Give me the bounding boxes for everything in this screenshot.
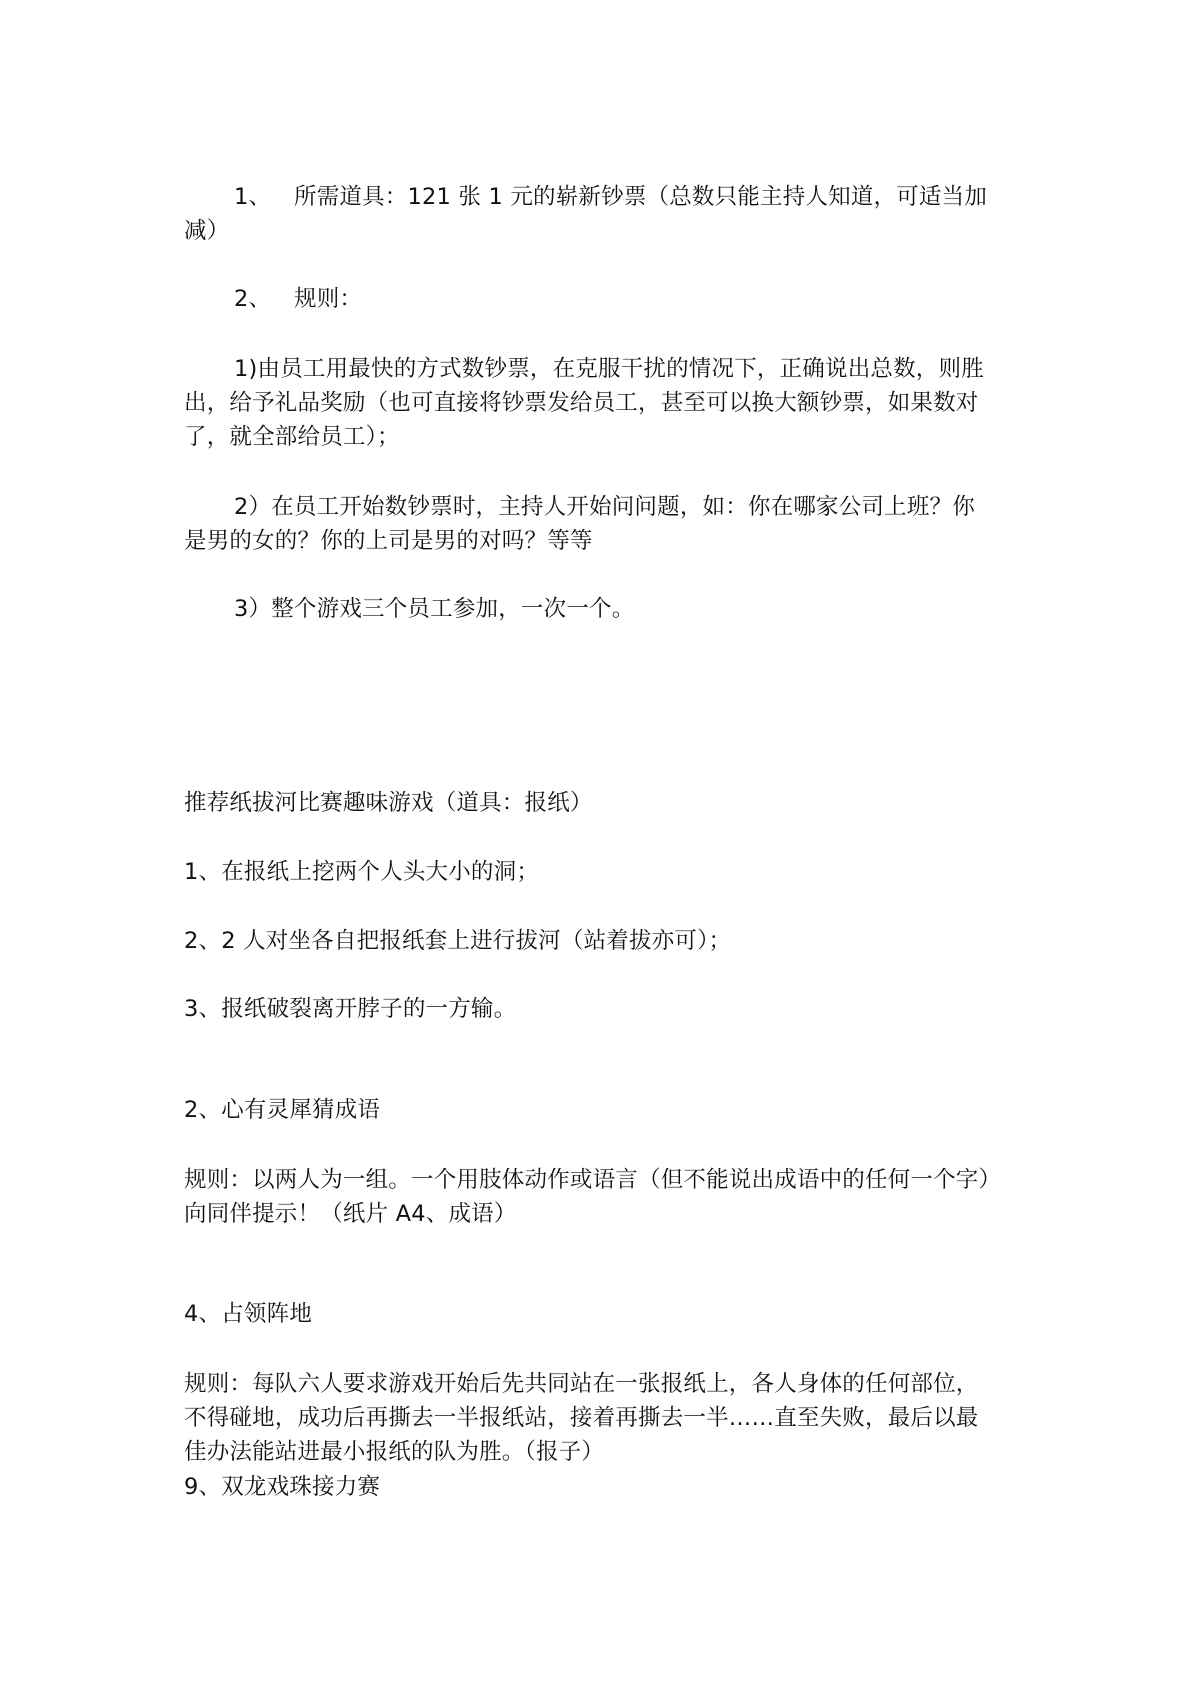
territory-game-rule-line3: 佳办法能站进最小报纸的队为胜。（报子） bbox=[184, 1439, 605, 1465]
idiom-game-rule-line2: 向同伴提示！（纸片 A4、成语） bbox=[184, 1201, 517, 1227]
rule1-line1: 1)由员工用最快的方式数钞票，在克服干扰的情况下，正确说出总数，则胜 bbox=[234, 356, 984, 382]
territory-game-rule-line1: 规则：每队六人要求游戏开始后先共同站在一张报纸上，各人身体的任何部位， bbox=[184, 1371, 979, 1397]
rule1-line3: 了，就全部给员工）； bbox=[184, 424, 400, 450]
item1-number: 1、 bbox=[234, 184, 272, 210]
idiom-game-title: 2、心有灵犀猜成语 bbox=[184, 1097, 381, 1123]
item1-line2: 减） bbox=[184, 218, 230, 244]
rule2-line2: 是男的女的？你的上司是男的对吗？等等 bbox=[184, 528, 593, 554]
item2-line bbox=[234, 282, 1074, 316]
territory-game-rule-line2: 不得碰地，成功后再撕去一半报纸站，接着再撕去一半……直至失败，最后以最 bbox=[184, 1405, 979, 1431]
item1-text: 所需道具：121 张 1 元的崭新钞票（总数只能主持人知道，可适当加 bbox=[294, 184, 988, 210]
idiom-game-rule-line1: 规则：以两人为一组。一个用肢体动作或语言（但不能说出成语中的任何一个字） bbox=[184, 1167, 1002, 1193]
item2-text: 规则： bbox=[294, 286, 363, 312]
item1-line1 bbox=[234, 180, 1074, 214]
rule1-line2: 出，给予礼品奖励（也可直接将钞票发给员工，甚至可以换大额钞票，如果数对 bbox=[184, 390, 979, 416]
territory-game-title: 4、占领阵地 bbox=[184, 1301, 313, 1327]
item2-number: 2、 bbox=[234, 286, 272, 312]
rule3-line: 3）整个游戏三个员工参加，一次一个。 bbox=[234, 596, 635, 622]
tug-of-war-step3: 3、报纸破裂离开脖子的一方输。 bbox=[184, 996, 517, 1022]
rule2-line1: 2）在员工开始数钞票时，主持人开始问问题，如：你在哪家公司上班？你 bbox=[234, 494, 975, 520]
tug-of-war-step1: 1、在报纸上挖两个人头大小的洞； bbox=[184, 859, 540, 885]
tug-of-war-title: 推荐纸拔河比赛趣味游戏（道具：报纸） bbox=[184, 790, 593, 816]
tug-of-war-step2: 2、2 人对坐各自把报纸套上进行拔河（站着拔亦可）； bbox=[184, 928, 732, 954]
relay-game-title: 9、双龙戏珠接力赛 bbox=[184, 1474, 381, 1500]
